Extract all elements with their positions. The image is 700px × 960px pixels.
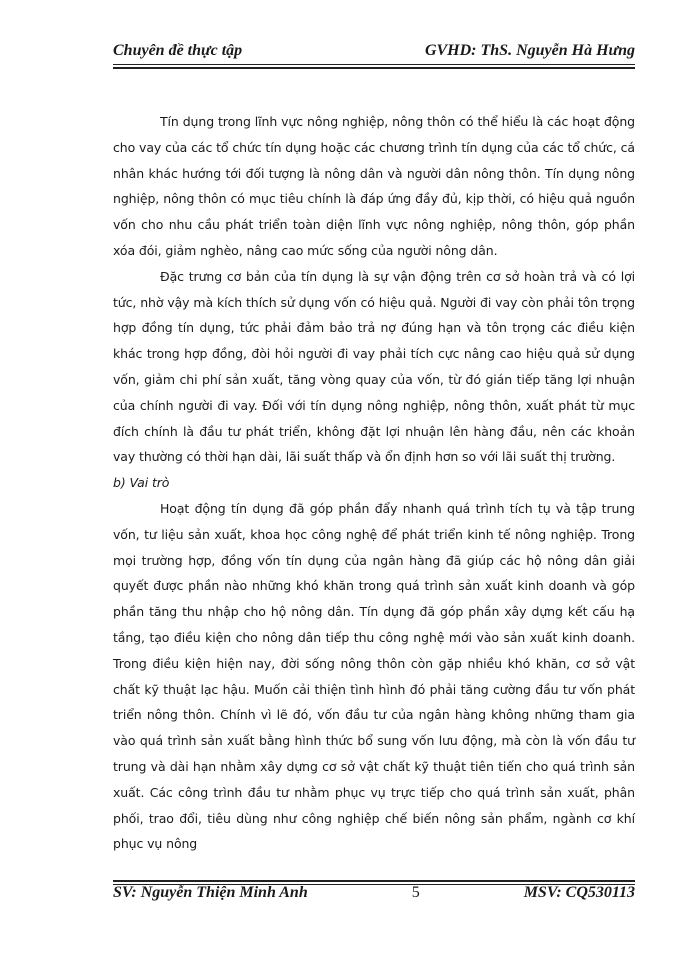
paragraph-characteristics: Đặc trưng cơ bản của tín dụng là sự vận động trên cơ sở hoàn trả và có lợi tức, nhờ vậy mà kích thích sử dụng vốn có hiệu quả. Người đi vay còn phải tôn trọng hợp đồng tín dụng, tức phải đảm bảo trả nợ đúng hạn và tôn trọng các điều kiện khác trong hợp đồng, đòi hỏi người đi vay phải tích cực nâng cao hiệu quả sử dụng vốn, giảm chi phí sản xuất, tăng vòng quay của vốn, từ đó gián tiếp tăng lợi nhuận của chính người đi vay. Đối với tín dụng nông nghiệp, nông thôn, xuất phát từ mục đích chính là đầu tư phát triển, không đặt lợi nhuận lên hàng đầu, nên các khoản vay thường có thời hạn dài, lãi suất thấp và ổn định hơn so với lãi suất thị trường. [113, 268, 635, 465]
document-body [113, 109, 635, 857]
header-advisor: GVHD: ThS. Nguyễn Hà Hưng [424, 42, 635, 59]
header-rule-thick [113, 67, 635, 69]
footer-rule-thick [113, 880, 635, 882]
section-subheading: b) Vai trò [113, 475, 170, 491]
footer-student-id: MSV: CQ530113 [523, 884, 635, 901]
paragraph-definition: Tín dụng trong lĩnh vực nông nghiệp, nông thôn có thể hiểu là các hoạt động cho vay của các tổ chức tín dụng hoặc các chương trình tín dụng của các tổ chức, cá nhân khác hướng tới đối tượng là nông dân và người dân nông thôn. Tín dụng nông nghiệp, nông thôn có mục tiêu chính là đáp ứng đầy đủ, kịp thời, có hiệu quả nguồn vốn cho nhu cầu phát triển toàn diện lĩnh vực nông nghiệp, nông thôn, góp phần xóa đói, giảm nghèo, nâng cao mức sống của người nông dân. [113, 114, 635, 258]
footer-student-name: SV: Nguyễn Thiện Minh Anh [113, 884, 308, 901]
header-rule-thin [113, 64, 635, 65]
page-footer [113, 884, 635, 902]
header-title: Chuyên đề thực tập [113, 42, 243, 59]
page-number: 5 [411, 884, 420, 901]
page-header [113, 42, 635, 60]
paragraph-role: Hoạt động tín dụng đã góp phần đẩy nhanh quá trình tích tụ và tập trung vốn, tư liệu sản xuất, khoa học công nghệ để phát triển kinh tế nông nghiệp. Trong mọi trường hợp, đồng vốn tín dụng của ngân hàng đã giúp các hộ nông dân giải quyết được phần nào những khó khăn trong quá trình sản xuất kinh doanh và góp phần tăng thu nhập cho hộ nông dân. Tín dụng đã góp phần xây dựng kết cấu hạ tầng, tạo điều kiện cho nông dân tiếp thu công nghệ mới vào sản xuất kinh doanh. Trong điều kiện hiện nay, đời sống nông thôn còn gặp nhiều khó khăn, cơ sở vật chất kỹ thuật lạc hậu. Muốn cải thiện tình hình đó phải tăng cường đầu tư vốn phát triển nông thôn. Chính vì lẽ đó, vốn đầu tư của ngân hàng không những tham gia vào quá trình sản xuất bằng hình thức bổ sung vốn lưu động, mà còn là vốn đầu tư trung và dài hạn nhằm xây dựng cơ sở vật chất kỹ thuật tiên tiến cho quá trình sản xuất. Các công trình đầu tư nhằm phục vụ trực tiếp cho quá trình sản xuất, phân phối, trao đổi, tiêu dùng như công nghiệp chế biến nông sản phẩm, ngành cơ khí phục vụ nông [113, 500, 635, 852]
